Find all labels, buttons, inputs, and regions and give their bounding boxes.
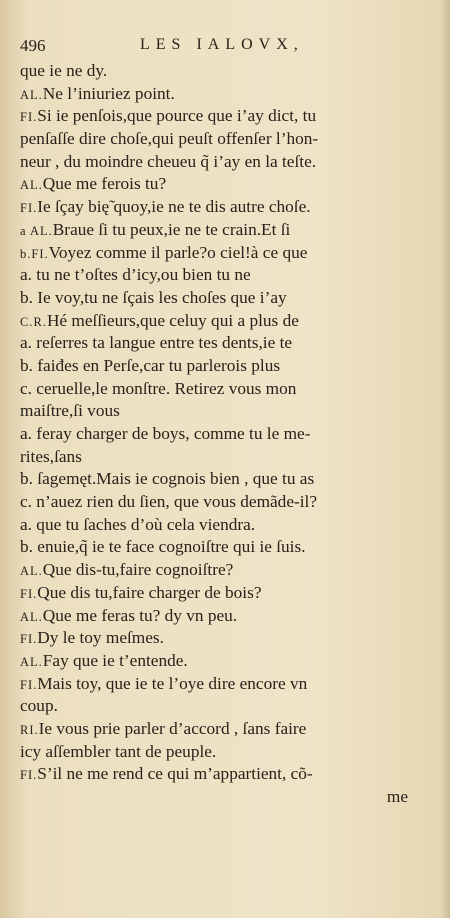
text-line: [20, 673, 408, 696]
line-text: neur , du moindre cheueu q̃ i’ay en la teſte.: [20, 151, 317, 171]
text-line: [20, 219, 408, 242]
line-text: icy aſſembler tant de peuple.: [20, 741, 217, 761]
speaker-label: a AL.: [20, 223, 53, 238]
text-line: [20, 741, 408, 764]
line-text: b. Ie voy,tu ne ſçais les choſes que i’ay: [20, 287, 287, 307]
speaker-label: FI.: [20, 632, 38, 647]
line-text: Braue ſi tu peux,ie ne te crain.Et ſi: [52, 219, 291, 239]
text-line: [20, 491, 408, 514]
line-text: Voyez comme il parle?o ciel!à ce que: [48, 242, 308, 262]
speaker-label: AL.: [20, 178, 43, 193]
line-text: c. n’auez rien du ſien, que vous demãde-il?: [20, 492, 318, 512]
speaker-label: FI.: [20, 677, 38, 692]
speaker-label: AL.: [20, 87, 43, 102]
line-text: b. enuie,q̃ ie te face cognoiſtre qui ie ſuis.: [20, 537, 306, 557]
text-line: [20, 446, 408, 469]
line-text: Ne l’iniuriez point.: [42, 83, 175, 103]
line-text: Que dis tu,faire charger de bois?: [37, 582, 262, 602]
text-line: [20, 559, 408, 582]
text-line: [20, 60, 408, 83]
text-line: [20, 514, 408, 537]
line-text: rites,ſans: [20, 446, 82, 466]
text-line: [20, 105, 408, 128]
text-line: [20, 605, 408, 628]
text-line: [20, 582, 408, 605]
text-line: [20, 786, 408, 809]
text-line: [20, 264, 408, 287]
speaker-label: C.R.: [20, 314, 47, 329]
text-line: [20, 650, 408, 673]
speaker-label: FI.: [20, 768, 38, 783]
text-line: [20, 151, 408, 174]
text-line: [20, 287, 408, 310]
speaker-label: FI.: [20, 110, 38, 125]
text-line: [20, 128, 408, 151]
dialogue-text: [20, 60, 408, 809]
line-text: que ie ne dy.: [20, 61, 108, 80]
text-line: [20, 378, 408, 401]
text-line: [20, 83, 408, 106]
line-text: coup.: [20, 696, 58, 716]
line-text: Hé meſſieurs,que celuy qui a plus de: [46, 310, 299, 330]
line-text: maiſtre,ſi vous: [20, 401, 120, 421]
line-text: Mais toy, que ie te l’oye dire encore vn: [37, 673, 308, 693]
text-line: [20, 695, 408, 718]
line-text: Que dis-tu,faire cognoiſtre?: [42, 560, 234, 580]
line-text: Dy le toy meſmes.: [37, 628, 164, 648]
line-text: Si ie penſois,que pource que i’ay dict, tu: [37, 106, 317, 126]
text-line: [20, 355, 408, 378]
text-line: [20, 310, 408, 333]
text-line: [20, 468, 408, 491]
text-line: [20, 423, 408, 446]
line-text: Ie ſçay bię̃ quoy,ie ne te dis autre choſe.: [37, 197, 311, 217]
line-text: a. tu ne t’oſtes d’icy,ou bien tu ne: [20, 265, 251, 285]
page-number: 496: [20, 36, 46, 55]
text-line: [20, 400, 408, 423]
line-text: b. ſagemęt.Mais ie cognois bien , que tu as: [20, 469, 315, 489]
text-line: [20, 718, 408, 741]
line-text: c. ceruelle,le monſtre. Retirez vous mon: [20, 378, 297, 398]
line-text: penſaſſe dire choſe,qui peuſt offenſer l’hon-: [20, 129, 319, 149]
line-text: S’il ne me rend ce qui m’appartient, cõ-: [37, 764, 313, 784]
text-line: [20, 763, 408, 786]
speaker-label: AL.: [20, 609, 43, 624]
line-text: b. faiđes en Perſe,car tu parlerois plus: [20, 355, 281, 375]
speaker-label: b.FI.: [20, 246, 49, 261]
line-text: Que me feras tu? dy vn peu.: [42, 605, 238, 625]
speaker-label: RI.: [20, 722, 39, 737]
text-line: [20, 242, 408, 265]
line-text: a. reſerres ta langue entre tes dents,ie te: [20, 333, 293, 353]
page-header: [20, 36, 434, 58]
text-line: [20, 332, 408, 355]
line-text: Fay que ie t’entende.: [42, 650, 188, 670]
text-line: [20, 196, 408, 219]
line-text: a. que tu ſaches d’où cela viendra.: [20, 514, 256, 534]
line-text: Que me ferois tu?: [42, 174, 167, 194]
running-title: LES IALOVX,: [140, 36, 304, 53]
text-line: [20, 173, 408, 196]
speaker-label: FI.: [20, 586, 38, 601]
speaker-label: AL.: [20, 654, 43, 669]
speaker-label: AL.: [20, 564, 43, 579]
text-line: [20, 627, 408, 650]
line-text: a. feray charger de boys, comme tu le me-: [20, 424, 311, 443]
speaker-label: FI.: [20, 201, 38, 216]
line-text: me: [386, 787, 408, 806]
text-line: [20, 536, 408, 559]
line-text: Ie vous prie parler d’accord , ſans faire: [38, 718, 307, 738]
